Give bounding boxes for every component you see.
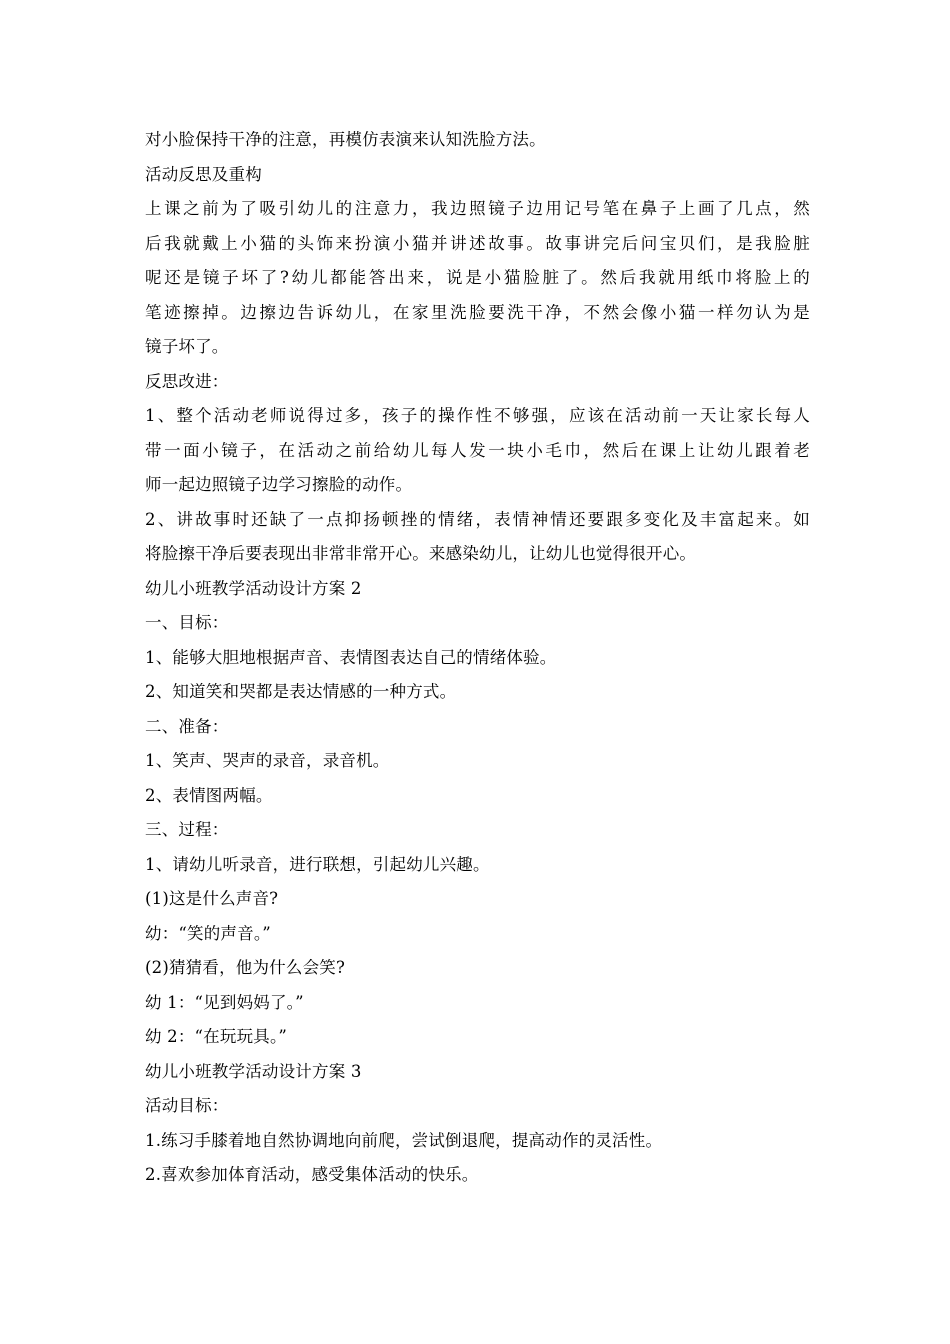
paragraph-line: 笔迹擦掉。边擦边告诉幼儿，在家里洗脸要洗干净，不然会像小猫一样勿认为是 xyxy=(145,302,810,322)
paragraph-line: 上课之前为了吸引幼儿的注意力，我边照镜子边用记号笔在鼻子上画了几点，然 xyxy=(145,199,810,218)
text-line: 二、准备： xyxy=(145,716,229,736)
paragraph-line: 带一面小镜子，在活动之前给幼儿每人发一块小毛巾，然后在课上让幼儿跟着老 xyxy=(145,440,810,460)
paragraph-line: 2、讲故事时还缺了一点抑扬顿挫的情绪，表情神情还要跟多变化及丰富起来。如 xyxy=(145,509,810,529)
text-line: 对小脸保持干净的注意，再模仿表演来认知洗脸方法。 xyxy=(145,130,546,149)
text-line: 活动反思及重构 xyxy=(145,164,262,184)
text-line: 三、过程： xyxy=(145,820,229,839)
paragraph-line: 1、整个活动老师说得过多，孩子的操作性不够强，应该在活动前一天让家长每人 xyxy=(145,406,810,425)
text-line: 活动目标： xyxy=(145,1096,229,1115)
paragraph-line: 呢还是镜子坏了?幼儿都能答出来，说是小猫脸脏了。然后我就用纸巾将脸上的 xyxy=(145,268,810,287)
paragraph-line: 师一起边照镜子边学习擦脸的动作。 xyxy=(145,475,413,494)
text-line: (1)这是什么声音? xyxy=(145,889,279,908)
text-line: 幼 1：“见到妈妈了。” xyxy=(145,992,304,1012)
text-line: 1.练习手膝着地自然协调地向前爬，尝试倒退爬，提高动作的灵活性。 xyxy=(145,1130,663,1150)
text-line: 1、笑声、哭声的录音，录音机。 xyxy=(145,751,390,770)
paragraph xyxy=(145,503,810,572)
text-line: 2、知道笑和哭都是表达情感的一种方式。 xyxy=(145,682,457,701)
text-line: 2.喜欢参加体育活动，感受集体活动的快乐。 xyxy=(145,1165,479,1184)
text-line: 幼儿小班教学活动设计方案 2 xyxy=(145,578,362,598)
text-line: 1、请幼儿听录音，进行联想，引起幼儿兴趣。 xyxy=(145,854,490,874)
paragraph-line: 镜子坏了。 xyxy=(145,337,229,356)
paragraph-line: 后我就戴上小猫的头饰来扮演小猫并讲述故事。故事讲完后问宝贝们，是我脸脏 xyxy=(145,233,810,253)
text-line: 一、目标： xyxy=(145,613,229,632)
text-line: 2、表情图两幅。 xyxy=(145,785,273,805)
text-line: 反思改进： xyxy=(145,371,229,391)
text-line: 1、能够大胆地根据声音、表情图表达自己的情绪体验。 xyxy=(145,647,557,667)
paragraph xyxy=(145,192,810,365)
paragraph-line: 将脸擦干净后要表现出非常非常开心。来感染幼儿，让幼儿也觉得很开心。 xyxy=(145,544,697,563)
text-line: 幼儿小班教学活动设计方案 3 xyxy=(145,1061,362,1081)
document-body xyxy=(145,123,810,1193)
text-line: 幼 2：“在玩玩具。” xyxy=(145,1027,288,1046)
text-line: (2)猜猜看，他为什么会笑? xyxy=(145,958,346,977)
paragraph xyxy=(145,399,810,503)
text-line: 幼：“笑的声音。” xyxy=(145,923,271,943)
